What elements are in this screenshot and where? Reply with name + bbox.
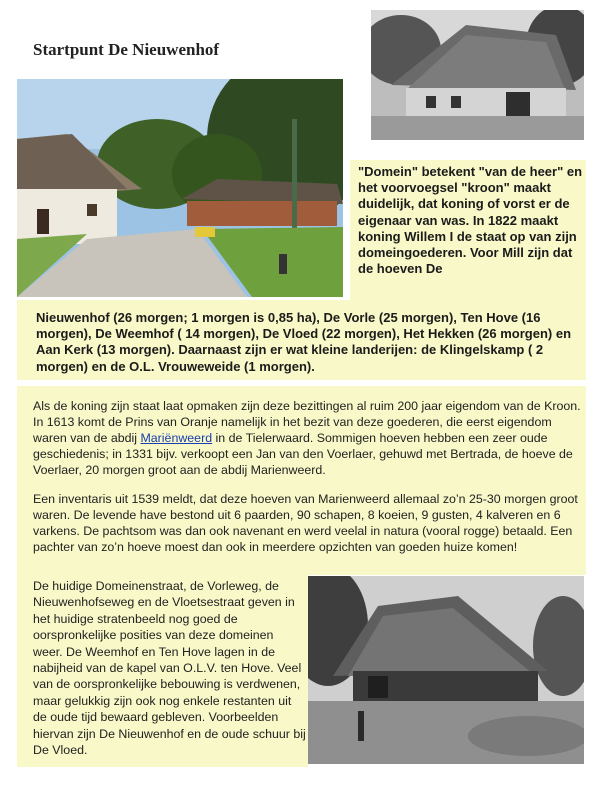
street-color-photo	[17, 79, 343, 297]
barn-bw-photo	[308, 576, 584, 764]
history-text-before-link: Als de koning zijn staat laat opmaken zijn deze bezittingen al ruim 200 jaar eigendom van de Kroon. In 1613 komt de Prins van Oranje namelijk in het bezit van deze goederen, die eerst eigendom waren van de abdij	[33, 399, 581, 446]
history-paragraph-2: Een inventaris uit 1539 meldt, dat deze hoeven van Marienweerd allemaal zo’n 25-30 morgen groot waren. De levende have bestond uit 6 paarden, 90 schapen, 8 koeien, 9 gusten, 4 kalveren en 6 varkens. De pachtsom was dan ook navenant en werd veelal in natura (vooral rogge) betaald. Een pachter van zo’n hoeve moest dan ook in meerdere opzichten van goeden huize komen!	[33, 492, 578, 555]
history-text-after-link: in de Tielerwaard. Sommigen hoeven hebben een zeer oude geschiedenis; in 1331 bijv. verkoopt een Jan van den Voerlaer, gehuwd met Bertrada, de hoeve de Voerlaer, 20 morgen groot aan de abdij Marienweerd.	[33, 431, 573, 478]
domain-text-right: "Domein" betekent "van de heer" en het voorvoegsel "kroon" maakt duidelijk, dat koning of vorst er de eigenaar van was. In 1822 maakt koning Willem I de staat op van zijn domeingoederen. Voor Mill zijn dat de hoeven De	[358, 164, 583, 277]
history-paragraph-1	[33, 398, 584, 478]
streets-paragraph: De huidige Domeinenstraat, de Vorleweg, de Nieuwenhofseweg en de Vloetsestraat geven in het huidige stratenbeeld nog goed de oorspronkelijke posities van deze domeinen weer. De Weemhof en Ten Hove lagen in de nabijheid van de kapel van O.L.V. ten Hove. Veel van de oorspronkelijke bebouwing is verdwenen, maar gelukkig zijn ook nog enkele restanten uit de oude tijd bewaard gebleven. Voorbeelden hiervan zijn De Nieuwenhof en de oude schuur bij De Vloed.	[33, 579, 306, 758]
page-title: Startpunt De Nieuwenhof	[33, 40, 220, 59]
domain-text-bottom: Nieuwenhof (26 morgen; 1 morgen is 0,85 ha), De Vorle (25 morgen), Ten Hove (16 morgen), De Weemhof ( 14 morgen), De Vloed (22 morgen), Het Hekken (26 morgen) en Aan Kerk (13 morgen). Daarnaast zijn er wat kleine landerijen: de Klingelskamp ( 2 morgen) en de O.L. Vrouweweide (1 morgen).	[36, 310, 572, 374]
farmhouse-bw-photo	[371, 10, 584, 140]
marienweerd-link[interactable]: Mariënweerd	[140, 431, 213, 446]
